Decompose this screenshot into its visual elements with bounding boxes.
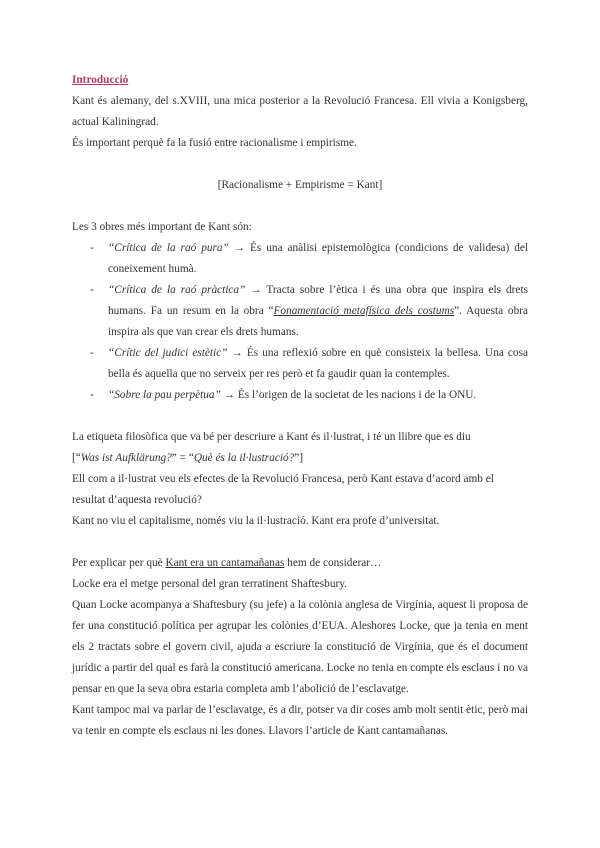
intro-importance: És important perquè fa la fusió entre racionalisme i empirisme. <box>72 137 357 149</box>
work-title: “Sobre la pau perpètua” <box>108 389 221 401</box>
book-titles <box>72 448 528 469</box>
capitalism-paragraph: Kant no viu el capitalisme, només viu la il·lustració. Kant era profe d’universitat. <box>72 515 440 527</box>
cantamananas-intro <box>72 553 528 574</box>
list-item <box>72 238 528 280</box>
formula-line: [Racionalisme + Empirisme = Kant] <box>217 179 383 191</box>
works-list <box>72 238 528 406</box>
work-description: És una anàlisi epistemològica (condicions de validesa) del coneixement humà. <box>108 242 529 275</box>
arrow: → <box>227 347 247 359</box>
locke-virginia-paragraph: Quan Locke acompanya a Shaftesbury (su jefe) a la colònia anglesa de Virgínia, aquest li proposa de fer una constitució política per agrupar les colònies d’EUA. Aleshores Locke, que ja tenia en ment els 2 tractats sobre el govern civil, ajuda a escriure la constitució de Virgínia, que és el document jurídic a partir del qual es farà la constitució americana. Locke no tenia en compte els esclaus i no va pensar en que la seva obra estaria completa amb l’abolició de l’esclavatge. <box>72 599 528 695</box>
list-item <box>72 385 528 406</box>
intro-paragraph: Kant és alemany, del s.XVIII, una mica posterior a la Revolució Francesa. Ell vivia a Konigsberg, actual Kaliningrad. <box>72 95 528 128</box>
document-page <box>72 70 528 742</box>
dash-bullet: - <box>90 389 94 401</box>
locke-paragraph: Locke era el metge personal del gran terratinent Shaftesbury. <box>72 578 347 590</box>
dash-bullet: - <box>90 284 94 296</box>
intro-text-end: hem de considerar… <box>284 557 382 569</box>
bracket-open: [“ <box>72 452 81 464</box>
work-description-end: ”. Aquesta obra inspira als que van crear els drets humans. <box>108 305 528 338</box>
cantamananas-link: Kant era un cantamañanas <box>165 557 285 569</box>
section-heading: Introducció <box>72 74 129 86</box>
work-description: És una reflexió sobre en què consisteix la bellesa. Una cosa bella és aquella que no serveix per res però et fa gaudir quan la contemples. <box>108 347 528 380</box>
work-description: Tracta sobre l’ètica i és una obra que inspira els drets humans. Fa un resum en la obra “ <box>108 284 528 317</box>
work-reference: Fonamentació metafísica dels costums <box>273 305 455 317</box>
book-title-german: Was ist Aufklärung? <box>80 452 172 464</box>
spacer <box>72 532 528 553</box>
spacer <box>72 154 528 175</box>
intro-text: Per explicar per què <box>72 557 166 569</box>
work-title: “Crítica de la raó pràctica” <box>108 284 246 296</box>
illustrat-paragraph: La etiqueta filosòfica que va bé per descriure a Kant és il·lustrat, i té un llibre que es diu <box>72 431 471 443</box>
arrow: → <box>228 242 251 254</box>
work-description: És l’origen de la societat de les nacions i de la ONU. <box>237 389 477 401</box>
spacer <box>72 406 528 427</box>
work-title: “Crítica de la raó pura” <box>108 242 229 254</box>
kant-slavery-paragraph: Kant tampoc mai va parlar de l’esclavatge, és a dir, potser va dir coses amb molt sentit ètic, però mai va tenir en compte els esclaus ni les dones. Llavors l’article de Kant cantamañanas. <box>72 704 528 737</box>
dash-bullet: - <box>90 242 94 254</box>
arrow: → <box>220 389 238 401</box>
revolution-paragraph: Ell com a il·lustrat veu els efectes de la Revolució Francesa, però Kant estava d’acord amb el resultat d’aquesta revolució? <box>72 473 494 506</box>
arrow: → <box>245 284 267 296</box>
work-title: “Crític del judici estètic” <box>108 347 228 359</box>
bracket-close: ”] <box>294 452 304 464</box>
equals: ” = “ <box>171 452 194 464</box>
list-item <box>72 280 528 343</box>
spacer <box>72 196 528 217</box>
book-title-catalan: Què és la il·lustració? <box>193 452 295 464</box>
list-item <box>72 343 528 385</box>
dash-bullet: - <box>90 347 94 359</box>
works-intro: Les 3 obres més important de Kant són: <box>72 221 252 233</box>
